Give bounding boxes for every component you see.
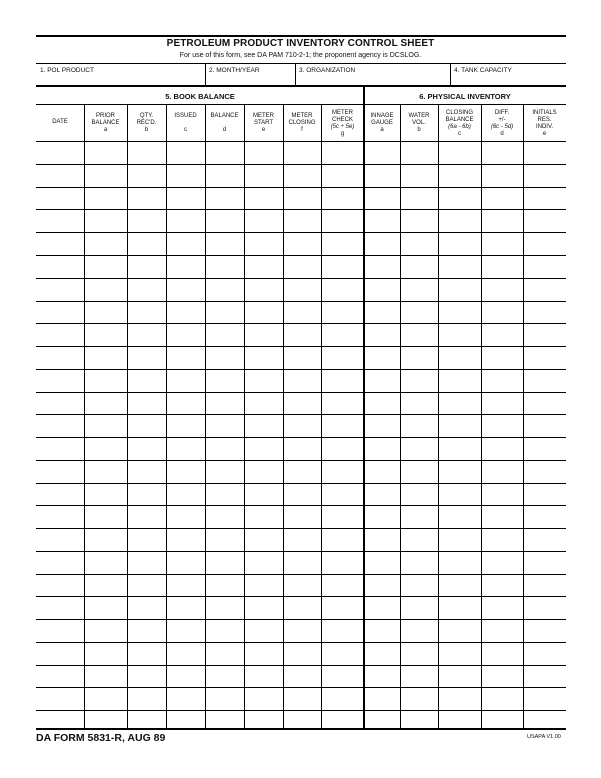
table-row[interactable] [36,506,566,528]
field-input-1[interactable] [37,75,204,85]
column-header [205,113,244,134]
top-border [36,35,566,37]
column-label: WATER [408,113,430,119]
column-header [84,113,127,134]
section-physical-inventory: 6. PHYSICAL INVENTORY [419,92,511,101]
column-label: BALANCE [91,120,120,126]
table-row[interactable] [36,324,566,346]
column-label: DIFF. [494,110,510,116]
column-label: (5c ÷ 5e) [330,124,355,130]
column-label: +/- [498,117,506,123]
column-label: (6a - 6b) [448,124,471,130]
column-header [400,113,438,134]
column-letter: c [458,131,461,137]
table-row[interactable] [36,393,566,414]
form-version: USAPA V1.00 [527,734,561,740]
form-subtitle: For use of this form, see DA PAM 710-2-1; the proponent agency is DCSLOG. [179,52,422,59]
field-divider [450,64,451,85]
table-row[interactable] [36,210,566,232]
table-row[interactable] [36,484,566,505]
column-header [364,113,400,134]
column-label: INITIALS [532,110,557,116]
column-label: PRIOR [95,113,115,119]
column-letter: d [500,131,504,137]
column-letter: b [417,127,421,133]
column-header [283,113,321,134]
table-row[interactable] [36,643,566,665]
form-title: PETROLEUM PRODUCT INVENTORY CONTROL SHEET [166,38,435,49]
section-book-balance: 5. BOOK BALANCE [165,92,235,101]
field-label-2: 2. MONTH/YEAR [209,67,260,74]
column-label: START [253,120,274,126]
column-header [166,113,205,134]
column-label: VOL. [412,120,426,126]
field-divider [295,64,296,85]
table-row[interactable] [36,302,566,323]
table-row[interactable] [36,552,566,574]
column-label: METER [253,113,274,119]
fields-bottom-border [36,85,566,87]
field-label-1: 1. POL PRODUCT [40,67,94,74]
column-letter: a [103,127,108,133]
table-row[interactable] [36,188,566,209]
table-row[interactable] [36,688,566,710]
column-letter: f [301,127,303,133]
column-label: REC'D. [136,120,157,126]
header-divider [36,63,566,64]
column-label: (6c - 5d) [490,124,514,130]
bottom-border [36,728,566,730]
column-label: CLOSING [445,110,473,116]
column-letter: d [222,127,227,133]
table-row[interactable] [36,597,566,619]
table-row[interactable] [36,529,566,551]
form-number: DA FORM 5831-R, AUG 89 [36,732,166,744]
table-row[interactable] [36,347,566,369]
column-label: CLOSING [288,120,316,126]
column-header [36,119,84,126]
column-label: INDIV. [535,124,554,130]
column-label: INNAGE [370,113,394,119]
column-label: QTY. [139,113,154,119]
column-label: ISSUED [174,113,197,119]
table-row[interactable] [36,620,566,642]
table-row[interactable] [36,711,566,728]
table-row[interactable] [36,279,566,301]
field-label-4: 4. TANK CAPACITY [454,67,512,74]
field-divider [205,64,206,85]
column-header [127,113,166,134]
field-input-3[interactable] [296,75,449,85]
table-row[interactable] [36,165,566,187]
field-label-3: 3. ORGANIZATION [299,67,356,74]
column-header [481,110,523,138]
table-row[interactable] [36,575,566,596]
column-letter: g [340,131,345,137]
table-row[interactable] [36,233,566,255]
column-label: RES. [537,117,552,123]
column-header [523,110,566,138]
column-header [438,110,481,138]
column-label: BALANCE [445,117,474,123]
column-label: METER [291,113,313,119]
column-letter: b [144,127,149,133]
column-letter: e [261,127,266,133]
column-letter: e [542,131,547,137]
field-input-4[interactable] [451,75,565,85]
column-label: DATE [52,119,68,125]
column-label: GAUGE [371,120,393,126]
column-letter: c [184,127,187,133]
table-row[interactable] [36,415,566,437]
table-row[interactable] [36,142,566,164]
table-row[interactable] [36,438,566,460]
table-row[interactable] [36,256,566,278]
column-header [321,110,364,138]
table-row[interactable] [36,370,566,392]
column-letter: a [380,127,384,133]
table-row[interactable] [36,666,566,687]
column-header [244,113,283,134]
column-label: CHECK [331,117,353,123]
section-divider [36,104,566,105]
field-input-2[interactable] [206,75,294,85]
table-row[interactable] [36,461,566,483]
column-label: METER [332,110,353,116]
column-label: BALANCE [210,113,239,119]
